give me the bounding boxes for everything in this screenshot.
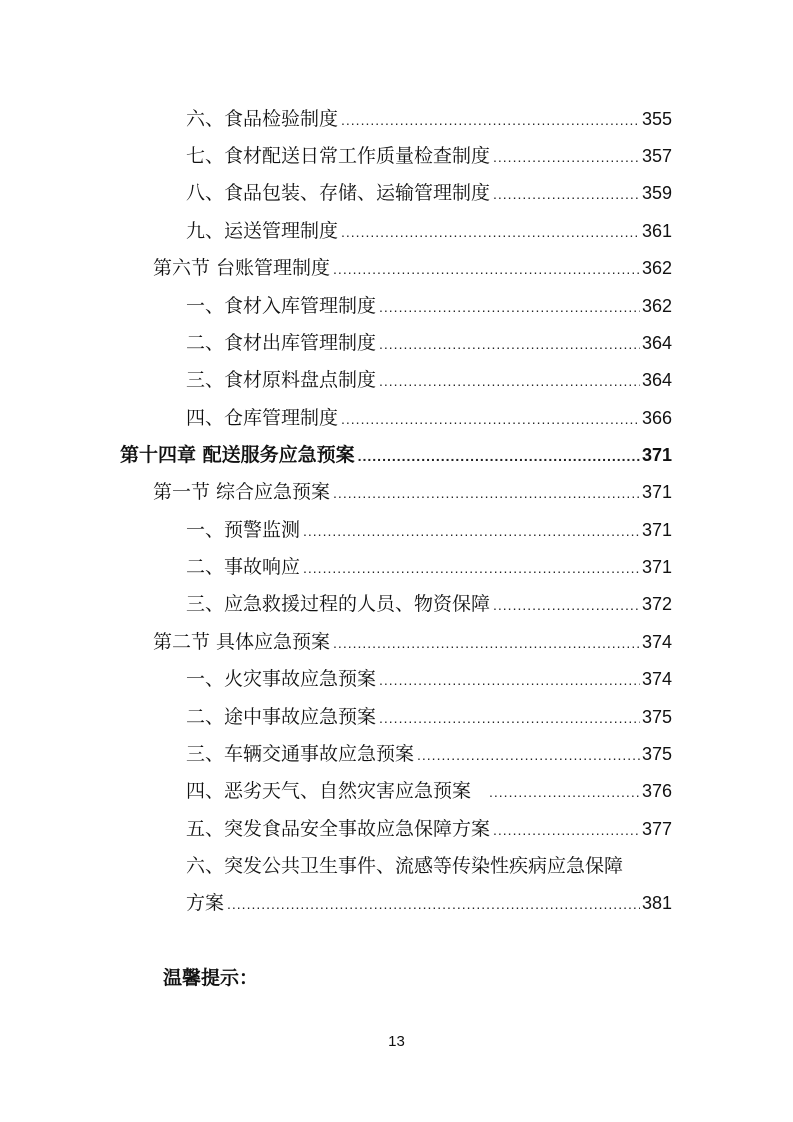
toc-entry[interactable] bbox=[186, 552, 672, 582]
toc-entry-label: 三、应急救援过程的人员、物资保障 bbox=[186, 593, 491, 615]
toc-section-entry[interactable] bbox=[153, 253, 672, 283]
toc-leader-dots bbox=[333, 254, 640, 284]
toc-entry-label: 二、途中事故应急预案 bbox=[186, 706, 377, 728]
toc-entry-page: 361 bbox=[641, 221, 672, 241]
toc-chapter-entry[interactable] bbox=[120, 440, 672, 470]
toc-leader-dots bbox=[493, 590, 640, 620]
toc-entry-label: 五、突发食品安全事故应急保障方案 bbox=[186, 818, 491, 840]
toc-entry-label: 四、仓库管理制度 bbox=[186, 407, 339, 429]
toc-entry[interactable] bbox=[186, 328, 672, 358]
toc-leader-dots bbox=[493, 142, 640, 172]
toc-entry-page: 371 bbox=[641, 557, 672, 577]
toc-leader-dots bbox=[303, 553, 640, 583]
toc-leader-dots bbox=[227, 889, 640, 919]
toc-leader-dots bbox=[379, 703, 640, 733]
toc-leader-dots bbox=[341, 404, 640, 434]
toc-entry-label: 一、火灾事故应急预案 bbox=[186, 668, 377, 690]
toc-leader-dots bbox=[379, 665, 640, 695]
toc-entry-label: 八、食品包装、存储、运输管理制度 bbox=[186, 182, 491, 204]
toc-entry-page: 376 bbox=[641, 781, 672, 801]
toc-entry[interactable] bbox=[186, 178, 672, 208]
note-heading: 温馨提示： bbox=[163, 967, 259, 989]
toc-entry[interactable] bbox=[186, 664, 672, 694]
toc-entry[interactable] bbox=[186, 888, 672, 918]
toc-leader-dots bbox=[489, 777, 640, 807]
page-number: 13 bbox=[388, 1033, 405, 1050]
toc-entry-page: 364 bbox=[641, 333, 672, 353]
toc-entry-label: 第十四章 配送服务应急预案 bbox=[120, 444, 355, 466]
toc-entry-page: 377 bbox=[641, 819, 672, 839]
toc-leader-dots bbox=[333, 478, 640, 508]
toc-leader-dots bbox=[341, 217, 640, 247]
toc-entry[interactable] bbox=[186, 589, 672, 619]
toc-entry-page: 355 bbox=[641, 109, 672, 129]
toc-entry-page: 374 bbox=[641, 669, 672, 689]
toc-entry[interactable] bbox=[186, 291, 672, 321]
toc-entry-label-continuation: 方案 bbox=[186, 892, 225, 914]
toc-entry-label: 三、食材原料盘点制度 bbox=[186, 369, 377, 391]
toc-section-entry[interactable] bbox=[153, 627, 672, 657]
toc-entry-label: 三、车辆交通事故应急预案 bbox=[186, 743, 415, 765]
toc-entry-label: 二、事故响应 bbox=[186, 556, 301, 578]
toc-entry-page: 381 bbox=[641, 893, 672, 913]
toc-entry-page: 371 bbox=[641, 445, 672, 465]
toc-entry-page: 371 bbox=[641, 520, 672, 540]
toc-entry-page: 372 bbox=[641, 594, 672, 614]
toc-entry-page: 371 bbox=[641, 482, 672, 502]
toc-leader-dots bbox=[303, 516, 640, 546]
toc-entry-label: 一、食材入库管理制度 bbox=[186, 295, 377, 317]
toc-entry[interactable] bbox=[186, 702, 672, 732]
toc-entry-label: 九、运送管理制度 bbox=[186, 220, 339, 242]
toc-entry-page: 362 bbox=[641, 296, 672, 316]
toc-entry-page: 359 bbox=[641, 183, 672, 203]
toc-entry-label: 第二节 具体应急预案 bbox=[153, 631, 331, 653]
toc-leader-dots bbox=[341, 105, 640, 135]
toc-entry-label: 七、食材配送日常工作质量检查制度 bbox=[186, 145, 491, 167]
toc-entry-page: 362 bbox=[641, 258, 672, 278]
toc-leader-dots bbox=[333, 628, 640, 658]
toc-entry-page: 374 bbox=[641, 632, 672, 652]
toc-leader-dots bbox=[358, 441, 640, 471]
toc-entry[interactable] bbox=[186, 403, 672, 433]
toc-entry[interactable] bbox=[186, 141, 672, 171]
toc-entry-page: 357 bbox=[641, 146, 672, 166]
toc-entry-label: 第一节 综合应急预案 bbox=[153, 481, 331, 503]
toc-leader-dots bbox=[379, 366, 640, 396]
toc-entry[interactable] bbox=[186, 515, 672, 545]
toc-entry[interactable] bbox=[186, 776, 672, 806]
toc-entry[interactable] bbox=[186, 216, 672, 246]
toc-entry-page: 366 bbox=[641, 408, 672, 428]
toc-entry-page: 375 bbox=[641, 744, 672, 764]
toc-entry-label: 二、食材出库管理制度 bbox=[186, 332, 377, 354]
toc-entry[interactable] bbox=[186, 104, 672, 134]
toc-entry[interactable] bbox=[186, 814, 672, 844]
toc-entry-label: 第六节 台账管理制度 bbox=[153, 257, 331, 279]
toc-entry[interactable] bbox=[186, 739, 672, 769]
toc-entry-label: 一、预警监测 bbox=[186, 519, 301, 541]
toc-entry-label: 四、恶劣天气、自然灾害应急预案 bbox=[186, 780, 472, 802]
toc-entry-page: 375 bbox=[641, 707, 672, 727]
toc-entry-page: 364 bbox=[641, 370, 672, 390]
toc-leader-dots bbox=[493, 179, 640, 209]
toc-entry-label: 六、食品检验制度 bbox=[186, 108, 339, 130]
toc-leader-dots bbox=[379, 329, 640, 359]
toc-leader-dots bbox=[493, 815, 640, 845]
toc-leader-dots bbox=[417, 740, 640, 770]
toc-entry-label-wrapped[interactable]: 六、突发公共卫生事件、流感等传染性疾病应急保障 bbox=[186, 855, 624, 877]
toc-entry[interactable] bbox=[186, 365, 672, 395]
toc-section-entry[interactable] bbox=[153, 477, 672, 507]
toc-leader-dots bbox=[379, 292, 640, 322]
